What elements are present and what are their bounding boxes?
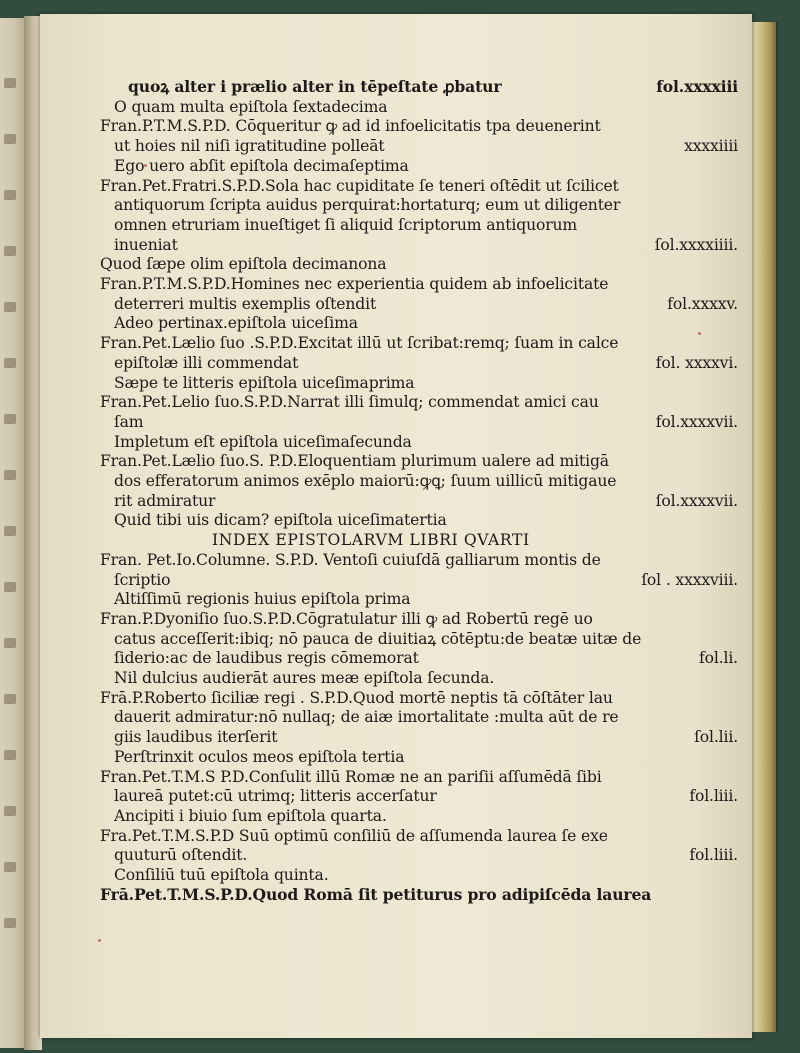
index-entry-line	[100, 372, 740, 394]
folio-reference: ſol . xxxxviii.	[641, 570, 738, 589]
book-page	[40, 14, 752, 1038]
entry-text: ſcriptio	[114, 570, 171, 589]
folio-reference: xxxxiiii	[684, 137, 738, 156]
index-entry-line	[100, 746, 740, 768]
index-entry-line	[100, 76, 740, 98]
index-entry-line	[100, 569, 740, 591]
index-entry-line	[100, 884, 740, 906]
index-entry-line	[100, 864, 740, 886]
entry-text: quoꝝ alter i prælio alter in tēpeſtate ꝓbatur	[128, 77, 502, 96]
index-entry-line	[100, 155, 740, 177]
index-entry-line	[100, 431, 740, 453]
index-entry-line	[100, 687, 740, 709]
index-entry-line	[100, 844, 740, 866]
entry-text: Frā.P.Roberto ſiciliæ regi . S.P.D.Quod mortē neptis tā cōſtāter lau	[100, 688, 613, 707]
index-entry-line	[100, 135, 740, 157]
index-entry-line	[100, 470, 740, 492]
index-entry-line	[100, 411, 740, 433]
folio-reference: fol.xxxxvii.	[655, 412, 738, 431]
index-entry-line	[100, 391, 740, 413]
folio-reference: ſol.xxxxvii.	[655, 491, 738, 510]
entry-text: deterreri multis exemplis oſtendit	[114, 294, 377, 313]
entry-text: antiquorum ſcripta auidus perquirat:hortaturq; eum ut diligenter	[114, 196, 621, 215]
page-stack-edge	[748, 22, 778, 1032]
entry-text: Fran.Pet.T.M.S P.D.Conſulit illū Romæ ne an pariſii aſſumēdā ſibi	[100, 767, 602, 786]
index-entry-line	[100, 352, 740, 374]
index-entry-line	[100, 667, 740, 689]
entry-text: Fran.Pet.Lelio ſuo.S.P.D.Narrat illi ſimulq; commendat amici cau	[100, 393, 599, 412]
index-entry-line	[100, 115, 740, 137]
entry-text: Nil dulcius audierāt aures meæ epiſtola ſecunda.	[114, 669, 495, 687]
entry-text: Fran.P.T.M.S.P.D. Cōqueritur ꝙ ad id infoelicitatis tpa deuenerint	[100, 117, 601, 136]
index-entry-line	[100, 825, 740, 847]
folio-reference: fol. xxxxvi.	[655, 353, 738, 372]
entry-text: Impletum eſt epiſtola uiceſimaſecunda	[114, 432, 412, 451]
index-entry-line	[100, 628, 740, 650]
index-entry-line	[100, 253, 740, 275]
index-entry-line	[100, 766, 740, 788]
entry-text: O quam multa epiſtola ſextadecima	[114, 97, 388, 116]
index-entry-line	[100, 509, 740, 531]
entry-text: Adeo pertinax.epiſtola uiceſima	[114, 314, 358, 333]
entry-text: rit admiratur	[114, 491, 216, 510]
index-entry-line	[100, 214, 740, 236]
entry-text: ſam	[114, 412, 144, 431]
entry-text: Conſiliū tuū epiſtola quinta.	[114, 866, 329, 884]
index-entry-line	[100, 647, 740, 669]
folio-reference: fol.li.	[699, 649, 738, 668]
index-heading	[100, 529, 740, 551]
entry-text: Frā.Pet.T.M.S.P.D.Quod Romā ſit petiturus pro adipiſcēda laurea	[100, 884, 652, 904]
entry-text: INDEX EPISTOLARVM LIBRI QVARTI	[212, 531, 530, 550]
index-entry-line	[100, 549, 740, 571]
index-entry-line	[100, 234, 740, 256]
index-entry-line	[100, 706, 740, 728]
entry-text: Fran.P.T.M.S.P.D.Homines nec experientia quidem ab infoelicitate	[100, 275, 609, 293]
folio-reference: fol.liii.	[689, 787, 738, 806]
index-entry-line	[100, 293, 740, 315]
entry-text: Ancipiti i biuio ſum epiſtola quarta.	[114, 806, 387, 825]
entry-text: ut hoies nil niſi igratitudine polleāt	[114, 137, 385, 156]
index-entry-line	[100, 726, 740, 748]
index-entry-line	[100, 785, 740, 807]
previous-page-text-fragments	[2, 78, 20, 938]
index-entry-line	[100, 450, 740, 472]
ink-speck	[98, 939, 101, 942]
entry-text: Fran.P.Dyoniſio ſuo.S.P.D.Cōgratulatur illi ꝙ ad Robertū regē uo	[100, 609, 593, 628]
entry-text: dauerit admiratur:nō nullaq; de aiæ imortalitate :multa aūt de re	[114, 708, 619, 727]
entry-text: Sæpe te litteris epiſtola uiceſimaprima	[114, 373, 415, 392]
index-entry-line	[100, 805, 740, 827]
entry-text: ſiderio:ac de laudibus regis cōmemorat	[114, 649, 419, 668]
entry-text: Fran.Pet.Lælio ſuo.S. P.D.Eloquentiam plurimum ualere ad mitigā	[100, 452, 609, 471]
previous-page-edge	[0, 18, 25, 1048]
entry-text: Altiſſimū regionis huius epiſtola prima	[114, 590, 411, 609]
entry-text: Quid tibi uis dicam? epiſtola uiceſimatertia	[114, 511, 447, 530]
index-entry-line	[100, 96, 740, 118]
entry-text: omnen etruriam inueſtiget ſi aliquid ſcriptorum antiquorum	[114, 215, 578, 234]
entry-text: Fran.Pet.Fratri.S.P.D.Sola hac cupiditate ſe teneri oſtēdit ut ſcilicet	[100, 176, 619, 195]
folio-reference: ſol.lii.	[694, 728, 738, 747]
entry-text: Ego uero abſit epiſtola decimaſeptima	[114, 156, 409, 175]
entry-text: Fran. Pet.Io.Columne. S.P.D. Ventoſi cuiuſdā galliarum montis de	[100, 550, 601, 569]
index-text-block	[100, 76, 740, 926]
entry-text: Quod ſæpe olim epiſtola decimanona	[100, 255, 387, 274]
index-entry-line	[100, 332, 740, 354]
entry-text: quuturū oſtendit.	[114, 846, 248, 865]
folio-reference: fol.liii.	[689, 846, 738, 865]
index-entry-line	[100, 175, 740, 197]
entry-text: Perſtrinxit oculos meos epiſtola tertia	[114, 747, 405, 766]
entry-text: epiſtolæ illi commendat	[114, 353, 299, 372]
folio-reference: fol.xxxxv.	[667, 294, 738, 313]
folio-reference: fol.xxxxiii	[656, 77, 738, 96]
index-entry-line	[100, 490, 740, 512]
index-entry-line	[100, 588, 740, 610]
entry-text: dos efferatorum animos exēplo maiorū:ꝙꝗ; ſuum uillicū mitigaue	[114, 472, 617, 490]
entry-text: Fran.Pet.Lælio ſuo .S.P.D.Excitat illū ut ſcribat:remq; ſuam in calce	[100, 334, 619, 353]
entry-text: inueniat	[114, 235, 178, 254]
index-entry-line	[100, 273, 740, 295]
entry-text: Fra.Pet.T.M.S.P.D Suū optimū conſiliū de aſſumenda laurea ſe exe	[100, 826, 608, 845]
entry-text: giis laudibus iterſerit	[114, 728, 278, 747]
entry-text: catus acceſſerit:ibiq; nō pauca de diuitiaꝝ cōtēptu:de beatæ uitæ de	[114, 629, 642, 648]
entry-text: laureā putet:cū utrimq; litteris accerſatur	[114, 787, 437, 806]
index-entry-line	[100, 608, 740, 630]
index-entry-line	[100, 312, 740, 334]
folio-reference: ſol.xxxxiiii.	[654, 235, 738, 254]
index-entry-line	[100, 194, 740, 216]
